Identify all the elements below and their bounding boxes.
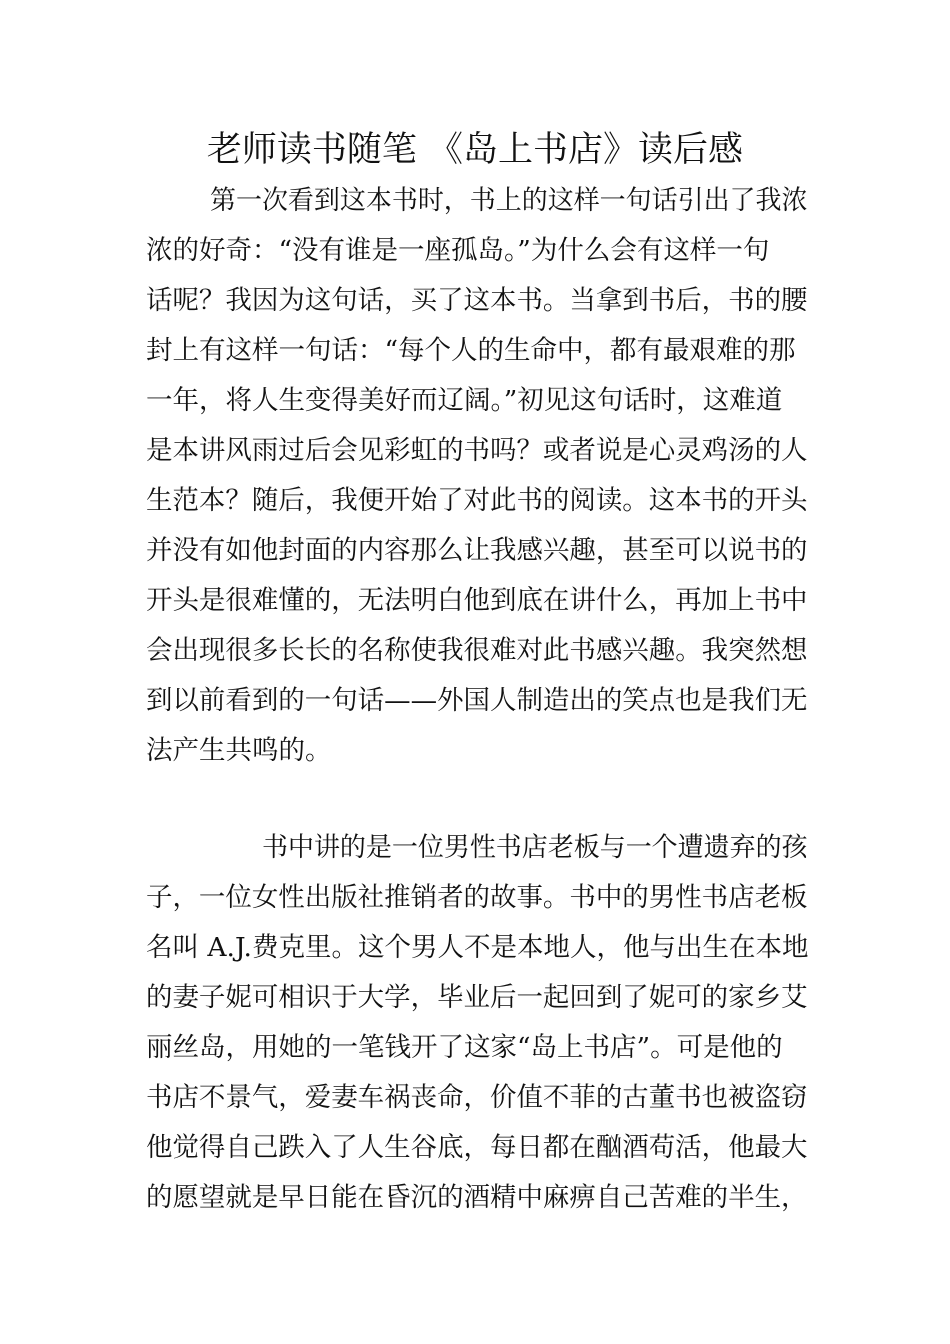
paragraph-2-line-4: 的妻子妮可相识于大学，毕业后一起回到了妮可的家乡艾 [146, 982, 808, 1013]
paragraph-2-line-5: 丽丝岛，用她的一笔钱开了这家“岛上书店”。可是他的 [146, 1032, 783, 1063]
paragraph-1-line-8: 并没有如他封面的内容那么让我感兴趣，甚至可以说书的 [146, 535, 808, 566]
paragraph-1-line-4: 封上有这样一句话：“每个人的生命中，都有最艰难的那 [146, 335, 796, 366]
paragraph-1-line-10: 会出现很多长长的名称使我很难对此书感兴趣。我突然想 [146, 635, 808, 666]
document-title: 老师读书随笔 《岛上书店》读后感 [206, 130, 744, 170]
paragraph-2-line-8: 的愿望就是早日能在昏沉的酒精中麻痹自己苦难的半生， [146, 1182, 808, 1213]
paragraph-2-line-7: 他觉得自己跌入了人生谷底，每日都在酗酒苟活，他最大 [146, 1132, 808, 1163]
paragraph-1-line-5: 一年，将人生变得美好而辽阔。”初见这句话时，这难道 [146, 385, 783, 416]
paragraph-1-line-12: 法产生共鸣的。 [146, 735, 332, 766]
paragraph-1-line-7: 生范本？随后，我便开始了对此书的阅读。这本书的开头 [146, 485, 808, 516]
paragraph-1-line-9: 开头是很难懂的，无法明白他到底在讲什么，再加上书中 [146, 585, 808, 616]
paragraph-1-line-11: 到以前看到的一句话——外国人制造出的笑点也是我们无 [146, 685, 808, 716]
paragraph-1-line-1: 第一次看到这本书时，书上的这样一句话引出了我浓 [210, 185, 808, 216]
paragraph-2-line-2: 子，一位女性出版社推销者的故事。书中的男性书店老板 [146, 882, 808, 913]
paragraph-2-line-3: 名叫 A.J.费克里。这个男人不是本地人，他与出生在本地 [146, 932, 809, 963]
paragraph-2-line-6: 书店不景气，爱妻车祸丧命，价值不菲的古董书也被盗窃 [146, 1082, 808, 1113]
paragraph-2-line-1: 书中讲的是一位男性书店老板与一个遭遗弃的孩 [262, 832, 808, 863]
paragraph-1-line-2: 浓的好奇：“没有谁是一座孤岛。”为什么会有这样一句 [146, 235, 770, 266]
paragraph-1-line-6: 是本讲风雨过后会见彩虹的书吗？或者说是心灵鸡汤的人 [146, 435, 808, 466]
paragraph-1-line-3: 话呢？我因为这句话，买了这本书。当拿到书后，书的腰 [146, 285, 808, 316]
